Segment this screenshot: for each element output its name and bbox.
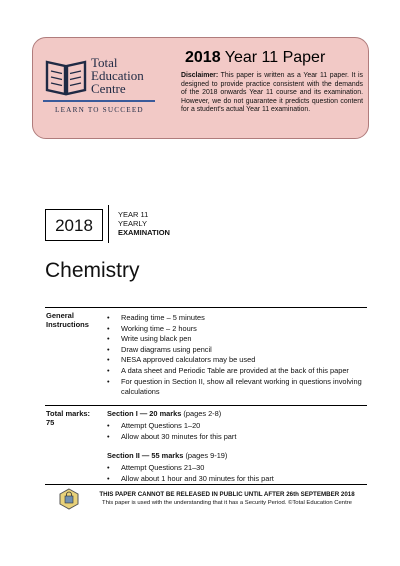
list-item: • Draw diagrams using pencil bbox=[107, 345, 369, 356]
section-1-list bbox=[107, 421, 369, 442]
list-item: • NESA approved calculators may be used bbox=[107, 355, 369, 366]
book-icon bbox=[43, 54, 89, 100]
instructions-list bbox=[107, 313, 369, 398]
section-1-pages: (pages 2-8) bbox=[183, 409, 222, 418]
list-item: • For question in Section II, show all relevant working in questions involving calculations bbox=[107, 377, 369, 398]
paper-year: 2018 bbox=[185, 49, 221, 66]
disclaimer bbox=[181, 72, 363, 115]
list-item: • Allow about 1 hour and 30 minutes for this part bbox=[107, 474, 369, 485]
list-item: • Attempt Questions 21–30 bbox=[107, 463, 369, 474]
paper-title-text: Year 11 Paper bbox=[224, 49, 326, 66]
disclaimer-text: This paper is written as a Year 11 paper. It is designed to provide practice consistent with the demands of the 2018 onwards Year 11 course and its examination. However, we do not guarantee it predicts question content for a student's actual Year 11 examination. bbox=[181, 72, 363, 114]
total-marks-label: Total marks: bbox=[46, 409, 91, 418]
exam-line-examination: EXAMINATION bbox=[118, 228, 170, 237]
exam-year-box: 2018 bbox=[45, 209, 103, 241]
list-item: • Write using black pen bbox=[107, 334, 369, 345]
general-instructions-label: General Instructions bbox=[46, 311, 89, 329]
section-2-pages: (pages 9-19) bbox=[185, 451, 228, 460]
subject-title: Chemistry bbox=[45, 259, 140, 282]
list-item: • Allow about 30 minutes for this part bbox=[107, 432, 369, 443]
total-marks-value: 75 bbox=[46, 418, 55, 427]
section-2-list bbox=[107, 463, 369, 484]
list-item: • Working time – 2 hours bbox=[107, 324, 369, 335]
exam-type bbox=[118, 210, 170, 237]
logo-tagline: LEARN TO SUCCEED bbox=[55, 106, 144, 114]
logo bbox=[43, 54, 155, 128]
section-divider bbox=[45, 307, 367, 308]
disclaimer-banner bbox=[32, 37, 369, 139]
section-divider bbox=[45, 484, 367, 485]
section-1-heading bbox=[107, 409, 221, 418]
paper-title bbox=[185, 49, 325, 67]
security-seal-icon bbox=[58, 488, 80, 510]
disclaimer-label: Disclaimer: bbox=[181, 72, 219, 79]
logo-name: Total Education Centre bbox=[91, 55, 144, 96]
section-2-heading bbox=[107, 451, 227, 460]
security-period-note: This paper is used with the understanding that it has a Security Period. ©Total Education Centre bbox=[102, 500, 352, 506]
exam-line-yearly: YEARLY bbox=[118, 219, 148, 228]
section-divider bbox=[45, 405, 367, 406]
exam-line-year: YEAR 11 bbox=[118, 210, 149, 219]
logo-rule bbox=[43, 100, 155, 104]
list-item: • Reading time – 5 minutes bbox=[107, 313, 369, 324]
security-notice: THIS PAPER CANNOT BE RELEASED IN PUBLIC UNTIL AFTER 26th SEPTEMBER 2018 bbox=[99, 491, 355, 498]
section-1-title: Section I — 20 marks bbox=[107, 409, 182, 418]
section-2-title: Section II — 55 marks bbox=[107, 451, 184, 460]
list-item: • Attempt Questions 1–20 bbox=[107, 421, 369, 432]
list-item: • A data sheet and Periodic Table are provided at the back of this paper bbox=[107, 366, 369, 377]
divider bbox=[108, 205, 109, 243]
